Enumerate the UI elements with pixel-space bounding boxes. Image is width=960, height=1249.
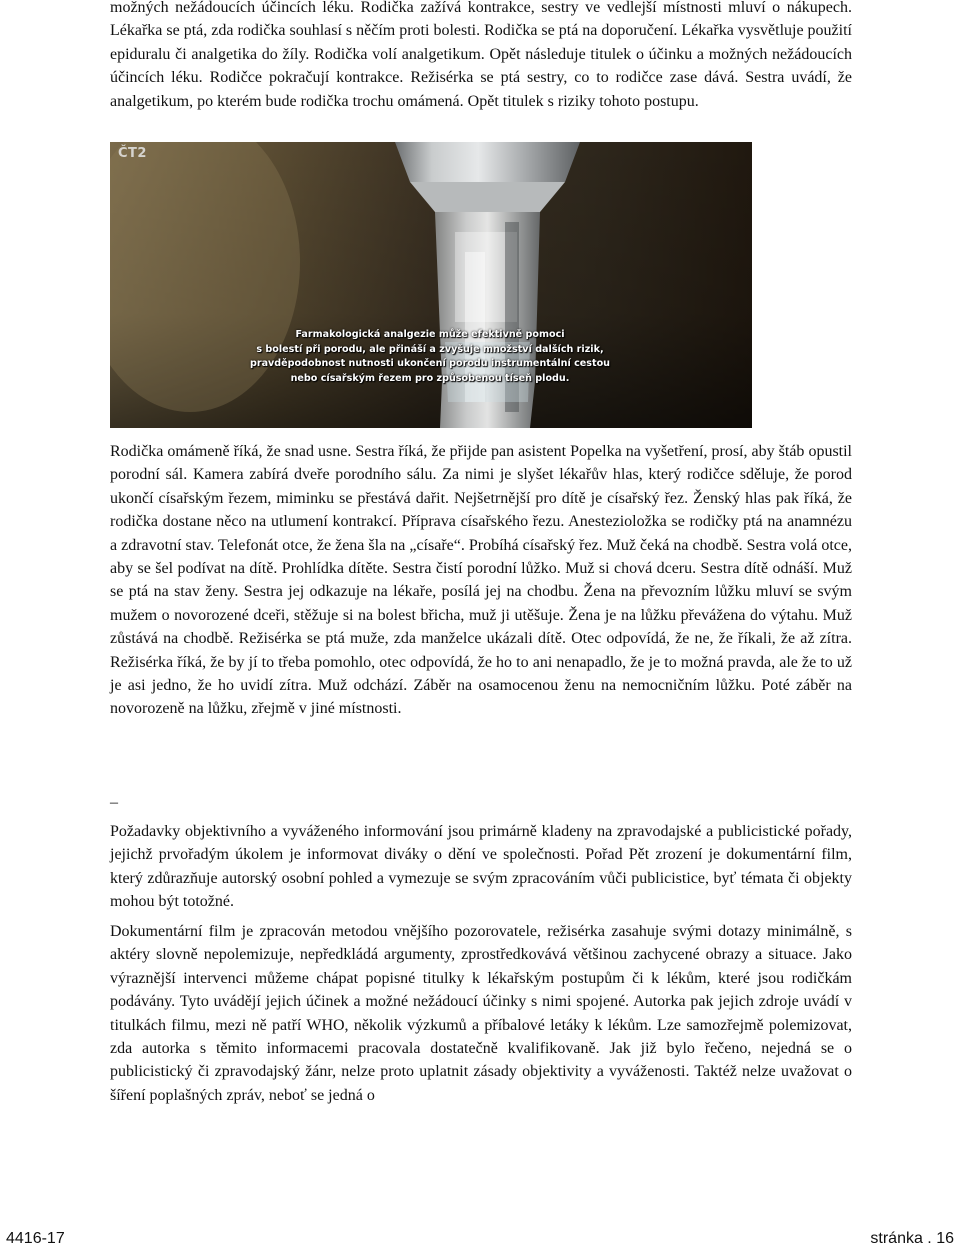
channel-logo: ČT2 [118, 146, 147, 161]
footer-doc-id: 4416-17 [6, 1230, 65, 1247]
subtitle-line-4: nebo císařským řezem pro způsobenou tíseň plodu. [290, 372, 570, 384]
video-still-image [110, 142, 752, 428]
subtitle-line-2: s bolestí při porodu, ale přináší a zvyšuje množství dalších rizik, [256, 343, 604, 355]
section-separator: – [110, 794, 118, 811]
paragraph-mid: Rodička omámeně říká, že snad usne. Sestra říká, že přijde pan asistent Popelka na vyšetření, prosí, aby štáb opustil porodní sál. Kamera zabírá dveře porodního sálu. Za nimi je slyšet lékařův hlas, který rodičce sděluje, že porod ukončí císařským řezem, miminku se přestává dařit. Nejšetrnější pro dítě je císařský řez. Ženský hlas pak říká, že rodička dostane něco na utlumení kontrakcí. Příprava císařského řezu. Anestezioložka se rodičky ptá na anamnézu a zdravotní stav. Telefonát otce, že žena šla na „císaře“. Probíhá císařský řez. Muž čeká na chodbě. Sestra volá otce, aby se šel podívat na dítě. Prohlídka dítěte. Sestra čistí porodní lůžko. Muž si chová dceru. Sestra dítě odnáší. Muž se ptá na stav ženy. Sestra jej odkazuje na lékaře, posílá jej na chodbu. Žena na převozním lůžku mluví se svým mužem o novorozené dceři, stěžuje si na bolest břicha, muž ji utěšuje. Žena je na lůžku převážena do výtahu. Muž zůstává na chodbě. Režisérka se ptá muže, zda manželce ukázali dítě. Otec odpovídá, že ne, že říkali, že až zítra. Režisérka říká, že by jí to třeba pomohlo, otec odpovídá, že ho to ani nenapadlo, že je to možná pravda, ale že to už je asi jedno, že ho uvidí zítra. Muž odchází. Záběr na osamocenou ženu na nemocničním lůžku. Poté záběr na novorozeně na lůžku, zřejmě v jiné místnosti. [110, 443, 852, 718]
paragraph-top: možných nežádoucích účincích léku. Rodička zažívá kontrakce, sestry ve vedlejší místnosti mluví o nákupech. Lékařka se ptá, zda rodička souhlasí s něčím proti bolesti. Rodička se ptá na doporučení. Lékařka vysvětluje použití epiduralu či analgetika do žíly. Rodička volí analgetikum. Opět následuje titulek o účinku a možných nežádoucích účincích léku. Rodičce pokračují kontrakce. Režisérka se ptá sestry, co to rodičce zase dává. Sestra uvádí, že analgetikum, po kterém bude rodička trochu omámená. Opět titulek s riziky tohoto postupu. [110, 0, 852, 110]
subtitle-line-3: pravděpodobnost nutnosti ukončení porodu instrumentální cestou [249, 358, 610, 370]
paragraph-3: Požadavky objektivního a vyváženého informování jsou primárně kladeny na zpravodajské a publicistické pořady, jejichž prvořadým úkolem je informovat diváky o dění ve společnosti. Pořad Pět zrození je dokumentární film, který zdůrazňuje autorský osobní pohled a vymezuje se svým zpracováním vůči publicistice, byť témata či objekty mohou být totožné. [110, 823, 852, 911]
footer-page-label: stránka . 16 [870, 1230, 954, 1247]
paragraph-4: Dokumentární film je zpracován metodou vnějšího pozorovatele, režisérka zasahuje svými dotazy minimálně, s aktéry slovně nepolemizuje, nepředkládá argumenty, zprostředkovává většinou zachycené obrazy a situace. Jako výraznější intervenci můžeme chápat popisné titulky k lékařským postupům či k lékům, které jsou rodičkám podávány. Tyto uvádějí jejich účinek a možné nežádoucí účinky s nimi spojené. Autorka pak jejich zdroje uvádí v titulkách filmu, mezi ně patří WHO, několik výzkumů a příbalové letáky k lékům. Lze samozřejmě polemizovat, zda autorka s těmito informacemi pracovala dostatečně kvalifikovaně. Jak již bylo řečeno, nejedná se o publicistický či zpravodajský žánr, nelze proto uplatnit zásady objektivity a vyváženosti. Taktéž nelze uvažovat o šíření poplašných zpráv, neboť se jedná o [110, 923, 852, 1104]
subtitle-line-1: Farmakologická analgezie může efektivně pomoci [295, 329, 565, 340]
video-subtitles [230, 328, 630, 386]
